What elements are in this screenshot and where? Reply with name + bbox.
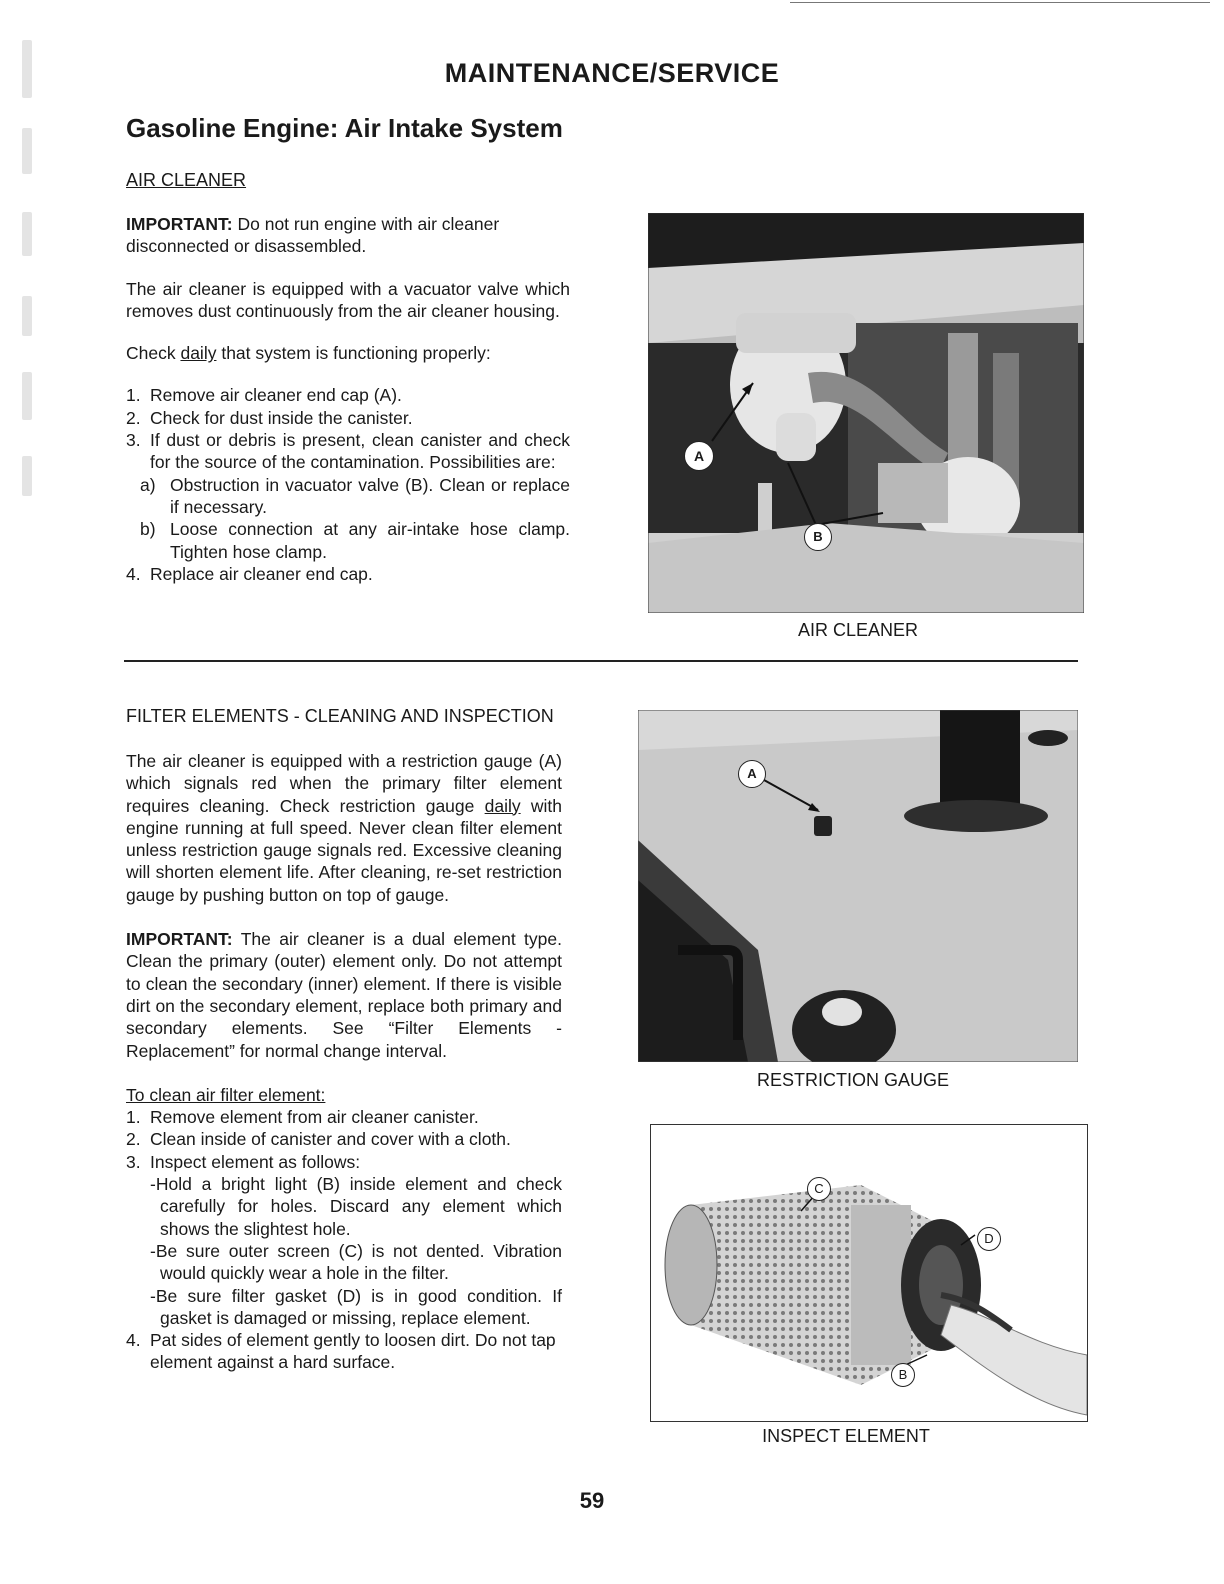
filter-elements-text [126,750,562,1374]
inspect-items-list [126,1173,562,1329]
list-item: 1. Remove air cleaner end cap (A). [126,385,402,406]
callout-b: B [891,1363,915,1387]
page-number: 59 [579,1488,605,1513]
daily-underlined: daily [180,343,217,364]
list-item: 3. If dust or debris is present, clean canister and check for the source of the contamination. Possibilities are: [126,430,570,473]
list-item: 2. Check for dust inside the canister. [126,407,413,428]
important-text: Do not run engine with air cleaner disconnected or disassembled. [126,214,500,257]
callout-b: B [804,523,832,551]
callout-a: A [738,760,766,788]
important-label: IMPORTANT: [126,214,233,234]
air-cleaner-intro: The air cleaner is equipped with a vacuator valve which removes dust continuously from the air cleaner housing. [126,278,570,321]
scan-edge-mark [22,128,32,174]
daily-underlined: daily [484,795,521,816]
important-label: IMPORTANT: [126,929,233,950]
filter-elements-heading: FILTER ELEMENTS - CLEANING AND INSPECTION [126,706,554,726]
list-item: 4. Replace air cleaner end cap. [126,563,373,584]
restriction-gauge-paragraph: The air cleaner is equipped with a restriction gauge (A) which signals red when the primary filter element requires cleaning. Check restriction gauge daily with engine running at full speed. Never clean filter element unless restriction gauge signals red. Excessive cleaning will shorten element life. After cleaning, re-set restriction gauge by pushing button on top of gauge. [126,751,562,905]
scan-top-line [790,2,1210,3]
callout-a: A [684,441,714,471]
list-item: -Hold a bright light (B) inside element and check carefully for holes. Discard any element which shows the slightest hole. [150,1174,562,1239]
inspect-items [126,1173,562,1329]
clean-filter-steps [126,1106,562,1374]
list-item: a) Obstruction in vacuator valve (B). Clean or replace if necessary. [140,474,570,517]
dual-element-important: IMPORTANT: The air cleaner is a dual element type. Clean the primary (outer) element only. Do not attempt to clean the secondary (inner) element. If there is visible dirt on the secondary element, replace both primary and secondary elements. See “Filter Elements - Replacement” for normal change interval. [126,929,562,1061]
air-cleaner-heading: AIR CLEANER [126,170,247,190]
restriction-gauge-photo [638,710,1078,1062]
air-cleaner-caption: AIR CLEANER [797,620,919,640]
check-daily-text: Check daily that system is functioning properly: [126,343,491,364]
list-item: -Be sure filter gasket (D) is in good condition. If gasket is damaged or missing, replace element. [150,1285,562,1328]
scan-edge-mark [22,456,32,496]
page-title: MAINTENANCE/SERVICE [444,58,780,88]
scan-edge-mark [22,372,32,420]
section-title: Gasoline Engine: Air Intake System [126,113,563,143]
list-item: b) Loose connection at any air-intake hose clamp. Tighten hose clamp. [140,519,570,562]
restriction-gauge-caption: RESTRICTION GAUGE [756,1070,949,1090]
air-cleaner-text [126,213,570,585]
air-cleaner-steps [126,384,570,585]
callout-d: D [977,1227,1001,1251]
scan-edge-mark [22,296,32,336]
list-item: 2. Clean inside of canister and cover with a cloth. [126,1129,511,1150]
clean-filter-heading: To clean air filter element: [126,1084,326,1105]
section-divider [124,660,1078,662]
air-cleaner-photo [648,213,1084,613]
inspect-element-caption: INSPECT ELEMENT [762,1426,930,1446]
list-item: 1. Remove element from air cleaner canister. [126,1107,479,1128]
inspect-element-figure [650,1124,1088,1422]
list-item: 3. Inspect element as follows: [126,1151,361,1172]
possibilities [126,474,570,563]
list-item: -Be sure outer screen (C) is not dented. Vibration would quickly wear a hole in the filter. [150,1240,562,1284]
possibilities-list [126,474,570,563]
list-item: 4. Pat sides of element gently to loosen dirt. Do not tap element against a hard surface. [126,1330,556,1373]
scan-edge-mark [22,212,32,256]
air-cleaner-important [126,213,570,258]
callout-c: C [807,1177,831,1201]
